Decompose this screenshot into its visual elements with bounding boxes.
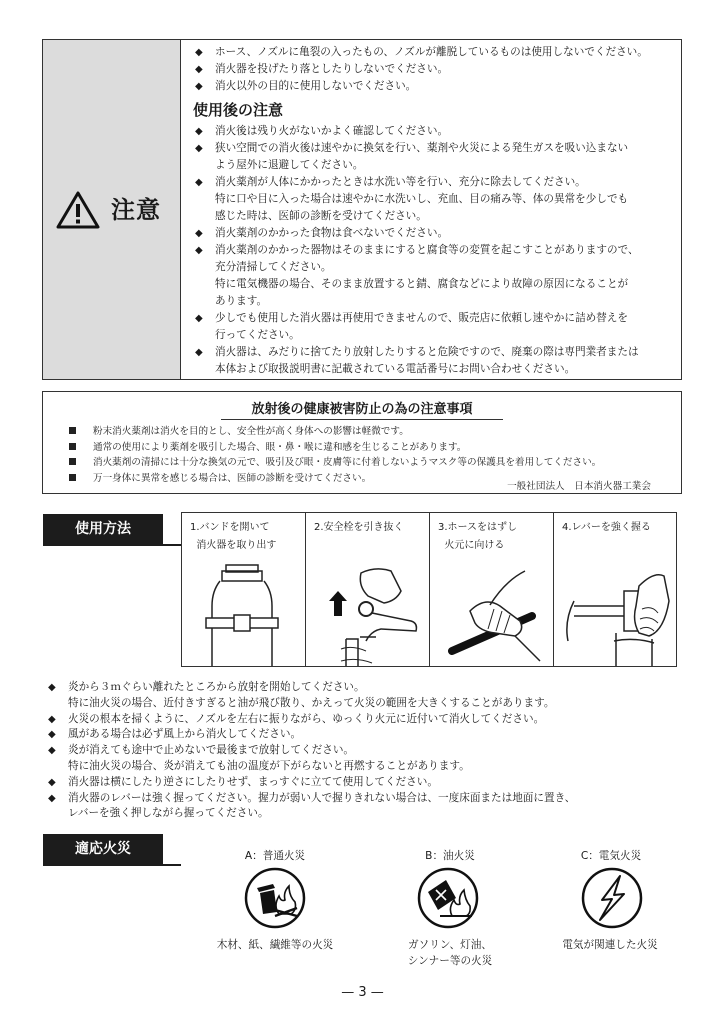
list-item: 万一身体に異常を感じる場合は、医師の診断を受けてください。 [69,471,601,487]
list-item-continuation: 行ってください。 [215,329,300,341]
list-item: ◆ 消火後は残り火がないかよく確認してください。 [195,125,449,137]
square-bullet-icon [69,427,76,434]
square-bullet-icon [69,443,76,450]
usage-steps [181,512,677,667]
fire-type-c-desc: 電気が関連した火災 [562,939,658,951]
list-item: ◆ 消火器は横にしたり逆さにしたりせず、まっすぐに立てて使用してください。 [48,775,438,788]
caution-box [42,39,682,380]
organization-name: 一般社団法人 日本消火器工業会 [507,481,651,492]
list-item: ◆ 火災の根本を掃くように、ノズルを左右に振りながら、ゆっくり火元に近付いて消火してください。 [48,712,545,725]
fire-type-a-label: A：普通火災 [244,850,306,862]
list-item-continuation: あります。 [215,295,268,307]
fire-type-b-desc: ガソリン、灯油、 シンナー等の火災 [407,939,493,967]
caution-title: 注意 [111,196,161,224]
usage-step-1: 1.バンドを開いて 消火器を取り出す [182,513,306,666]
health-notice-list [69,424,601,486]
square-bullet-icon [69,474,76,481]
list-item: ◆ 消火以外の目的に使用しないでください。 [195,80,417,92]
extinguisher-bracket-icon [182,561,306,666]
list-item-continuation: レバーを強く押しながら握ってください。 [68,807,269,820]
after-use-title: 使用後の注意 [193,101,284,119]
health-notice-title: 放射後の健康被害防止の為の注意事項 [221,398,502,420]
oil-fire-icon [416,866,480,930]
list-item-continuation: 特に口や目に入った場合は速やかに水洗いし、充血、目の痛み等、体の異常を少しでも [215,193,629,205]
list-item: ◆ 消火器を投げたり落としたりしないでください。 [195,63,449,75]
list-item: ◆ 消火器のレバーは強く握ってください。握力が弱い人で握りきれない場合は、一度床面または地面に置き、 [48,791,576,804]
list-item: ◆ 消火薬剤のかかった食物は食べないでください。 [195,227,449,239]
health-notice-box [42,391,682,494]
usage-step-3: 3.ホースをはずし 火元に向ける [430,513,554,666]
list-item: ◆ 少しでも使用した消火器は再使用できませんので、販売店に依頼し速やかに詰め替えを [195,312,628,324]
list-item: ◆ 風がある場合は必ず風上から消火してください。 [48,728,302,741]
ordinary-fire-icon [243,866,307,930]
list-item-continuation: 特に油火災の場合、炎が消えても油の温度が下がらないと再燃することがあります。 [68,759,470,772]
section-divider [43,864,181,866]
list-item: ◆ 狭い空間での消火後は速やかに換気を行い、薬剤や火災による発生ガスを吸い込まない [195,142,629,154]
list-item-continuation: 感じた時は、医師の診断を受けてください。 [215,210,427,222]
section-divider [43,544,181,546]
caution-content [191,44,673,378]
usage-step-2: 2.安全栓を引き抜く [306,513,430,666]
squeeze-lever-icon [554,561,678,666]
list-item: 消火薬剤の清掃には十分な換気の元で、吸引及び眼・皮膚等に付着しないようマスク等の保護具を着用してください。 [69,455,601,471]
list-item: 粉末消火薬剤は消火を目的とし、安全性が高く身体への影響は軽微です。 [69,424,601,440]
list-item: ◆ 消火薬剤のかかった器物はそのままにすると腐食等の変質を起こすことがありますので、 [195,244,639,256]
caution-label-panel [43,40,181,379]
usage-section-tab: 使用方法 [43,514,163,544]
page-number: — 3 — [341,985,384,1000]
list-item: ◆ 消火薬剤が人体にかかったときは水洗い等を行い、充分に除去してください。 [195,176,586,188]
fire-type-a-desc: 木材、紙、繊維等の火災 [216,939,334,951]
list-item-continuation: 充分清掃してください。 [215,261,332,273]
list-item: ◆ 消火器は、みだりに捨てたり放射したりすると危険ですので、廃棄の際は専門業者または [195,346,639,358]
fire-type-c-label: C：電気火災 [580,850,642,862]
usage-step-4: 4.レバーを強く握る [554,513,678,666]
usage-tips [44,680,674,822]
list-item-continuation: よう屋外に退避してください。 [215,159,364,171]
list-item-continuation: 特に油火災の場合、近付きすぎると油が飛び散り、かえって火災の範囲を大きくすることがあります。 [68,696,555,709]
square-bullet-icon [69,458,76,465]
pull-pin-icon [306,561,430,666]
list-item: 通常の使用により薬剤を吸引した場合、眼・鼻・喉に違和感を生じることがあります。 [69,440,601,456]
list-item-continuation: 本体および取扱説明書に記載されている電話番号にお問い合わせください。 [215,363,576,375]
list-item: ◆ ホース、ノズルに亀裂の入ったもの、ノズルが離脱しているものは使用しないでください。 [195,46,648,58]
fire-type-b-label: B：油火災 [425,850,475,862]
warning-triangle-icon [55,190,101,230]
electrical-fire-icon [580,866,644,930]
list-item: ◆ 炎が消えても途中で止めないで最後まで放射してください。 [48,744,355,757]
list-item-continuation: 特に電気機器の場合、そのまま放置すると錆、腐食などにより故障の原因になることが [215,278,629,290]
aim-hose-icon [430,561,554,666]
list-item: ◆ 炎から３ｍぐらい離れたところから放射を開始してください。 [48,681,365,693]
fire-types-section-tab: 適応火災 [43,834,163,864]
